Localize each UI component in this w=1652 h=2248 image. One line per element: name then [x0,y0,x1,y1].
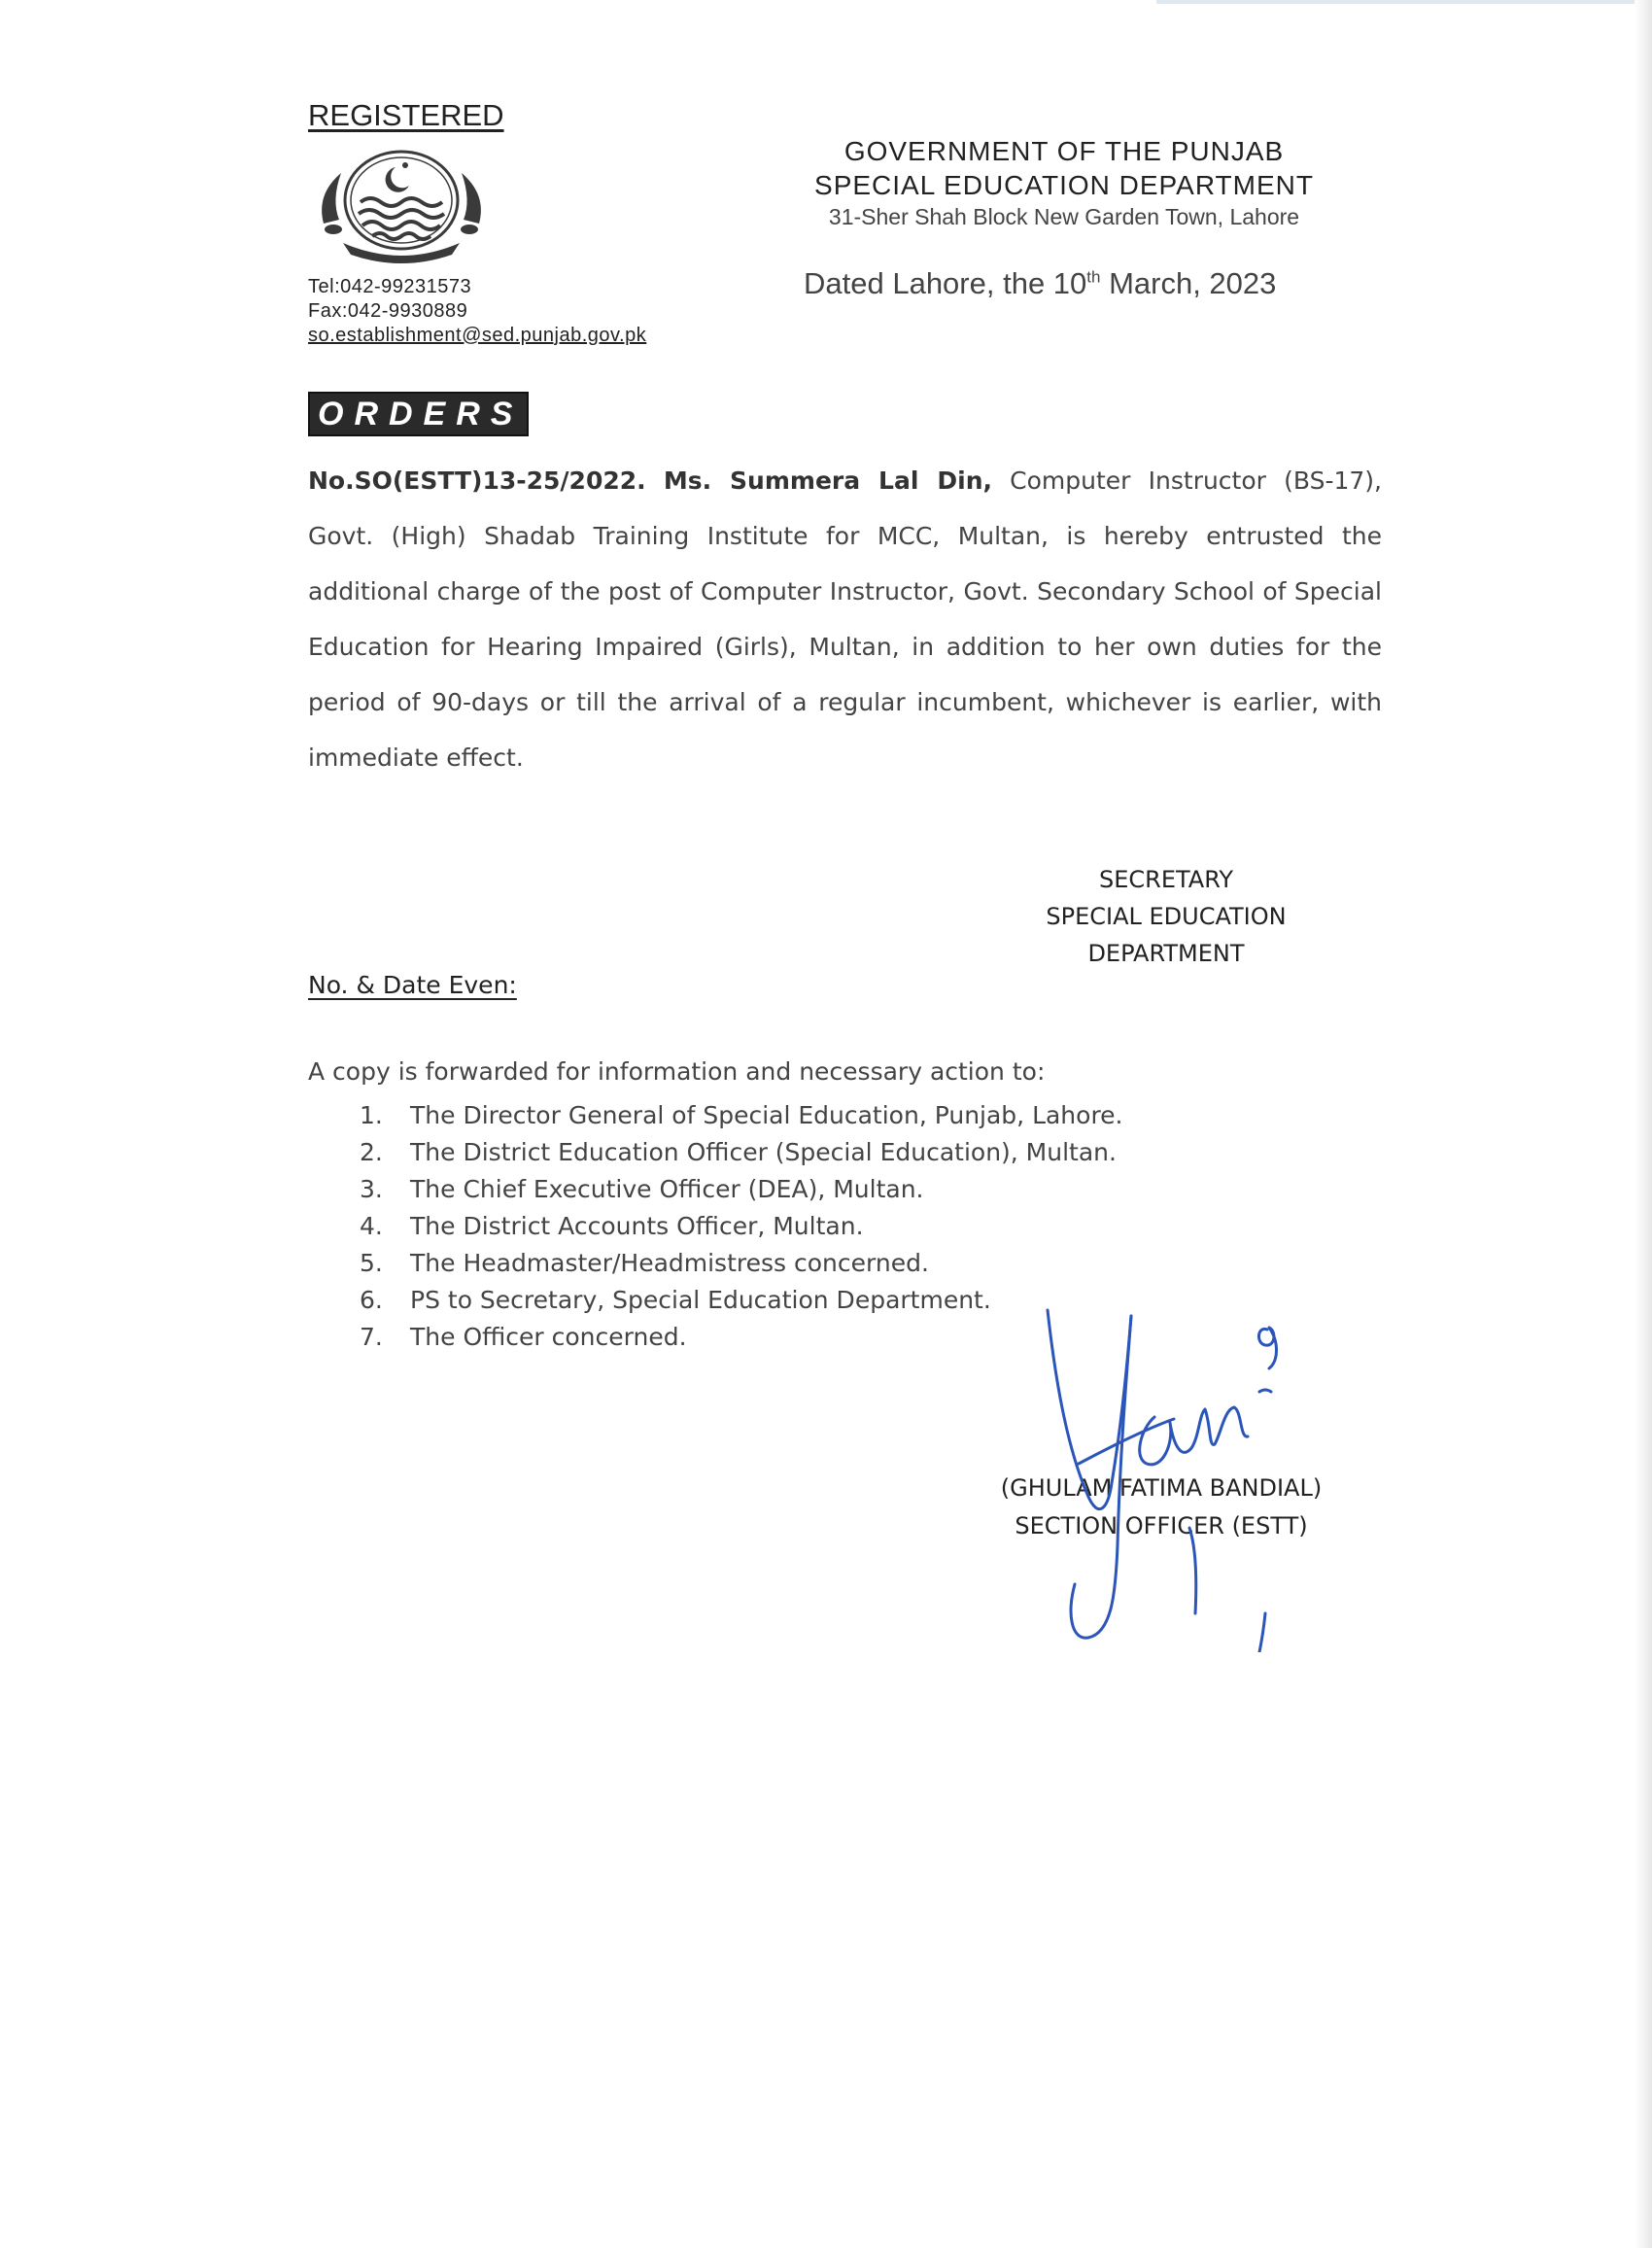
order-number: No.SO(ESTT)13-25/2022. [308,467,646,495]
officer-title: SECTION OFFICER (ESTT) [1015,1512,1308,1539]
date-even-label: No. & Date Even: [308,971,517,999]
scan-edge-top [1156,0,1652,4]
secretary-block [1011,861,1322,972]
list-item: 5. The Headmaster/Headmistress concerned. [360,1249,929,1277]
contact-details [308,275,646,348]
dated-suffix: March, 2023 [1100,266,1277,300]
government-title: GOVERNMENT OF THE PUNJAB [843,136,1285,166]
department-title: SPECIAL EDUCATION DEPARTMENT [814,170,1314,200]
list-item: 1. The Director General of Special Education, Punjab, Lahore. [360,1101,1123,1129]
list-item: 2. The District Education Officer (Special Education), Multan. [360,1138,1117,1166]
punjab-seal-icon [314,146,489,264]
scan-edge-right [1635,0,1652,2248]
secretary-line-3: DEPARTMENT [1087,940,1245,967]
fax: Fax:042-9930889 [308,300,468,322]
orders-heading: ORDERS [308,392,529,436]
email-link[interactable]: so.establishment@sed.punjab.gov.pk [308,325,647,346]
department-address: 31-Sher Shah Block New Garden Town, Lahore [828,204,1300,229]
dated-prefix: Dated Lahore, the 10 [804,266,1087,300]
order-person: Ms. Summera Lal Din, [663,467,992,495]
order-body [308,453,1382,785]
secretary-line-1: SECRETARY [1098,866,1233,893]
list-item: 3. The Chief Executive Officer (DEA), Multan. [360,1175,924,1203]
list-item: 6. PS to Secretary, Special Education Department. [360,1286,991,1314]
list-item: 7. The Officer concerned. [360,1323,687,1351]
department-header [739,134,1390,231]
dated-line [804,266,1276,301]
officer-name: (GHULAM FATIMA BANDIAL) [1000,1474,1323,1502]
telephone: Tel:042-99231573 [308,276,472,297]
list-item: 4. The District Accounts Officer, Multan. [360,1212,864,1240]
registered-label: REGISTERED [308,98,504,132]
copy-recipient-list [360,1097,1123,1356]
order-text: Computer Instructor (BS-17), Govt. (High) Shadab Training Institute for MCC, Multan, is hereby entrusted the additional charge of the post of Computer Instructor, Govt. Secondary School of Special Education for Hearing Impaired (Girls), Multan, in addition to her own duties for the period of 90-days or till the arrival of a regular incumbent, whichever is earlier, with immediate effect. [308,467,1382,772]
copy-intro: A copy is forwarded for information and necessary action to: [308,1057,1046,1086]
dated-ordinal: th [1086,267,1101,287]
officer-block [957,1470,1365,1545]
secretary-line-2: SPECIAL EDUCATION [1046,903,1287,930]
